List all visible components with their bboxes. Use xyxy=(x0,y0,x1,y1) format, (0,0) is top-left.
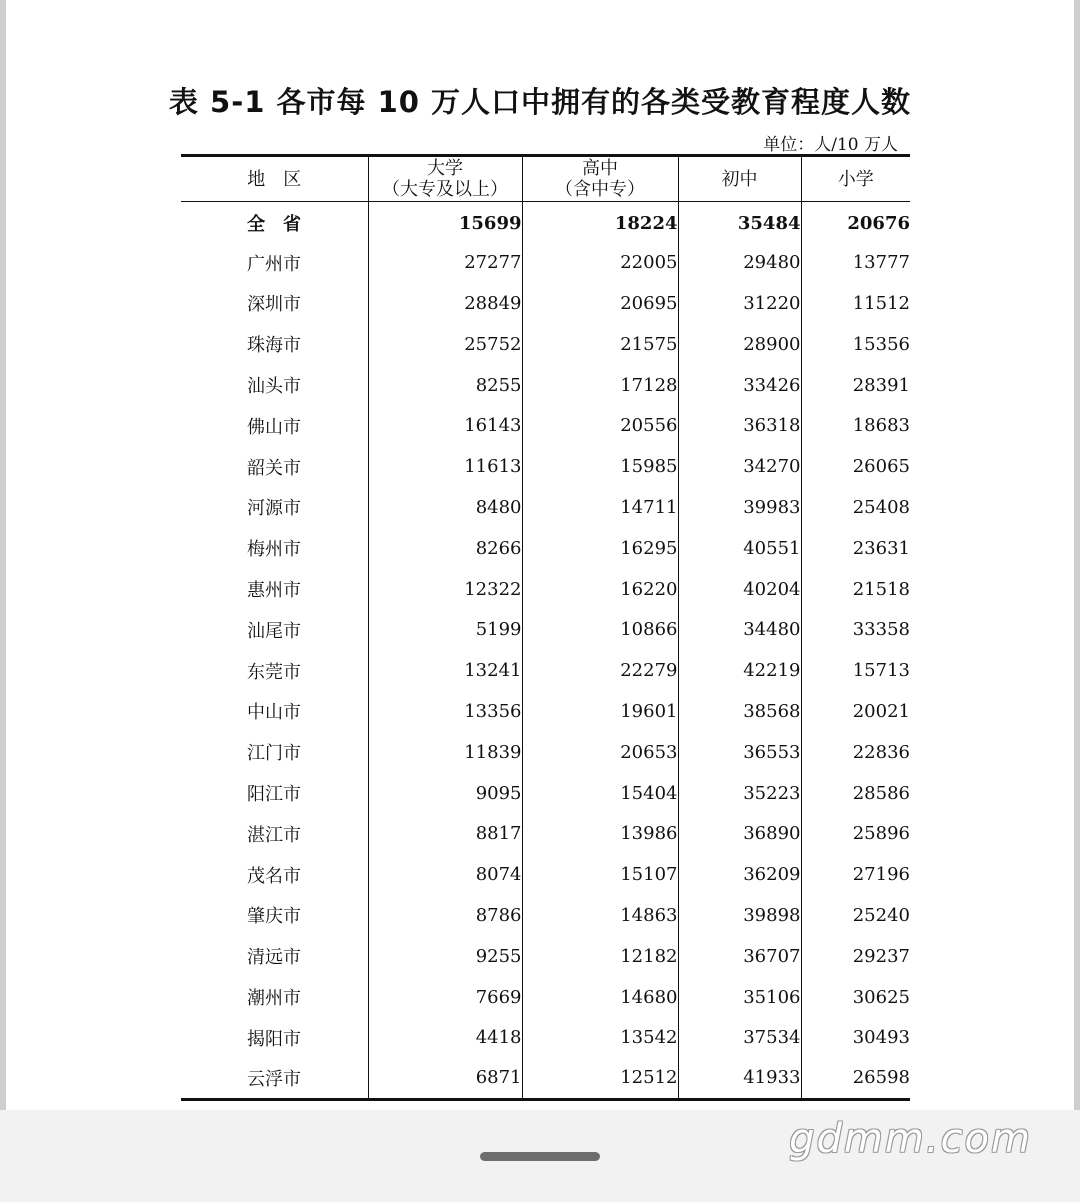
cell-university: 6871 xyxy=(368,1058,522,1099)
cell-junior: 36553 xyxy=(678,732,801,773)
cell-junior: 37534 xyxy=(678,1017,801,1058)
cell-region: 湛江市 xyxy=(247,824,301,846)
cell-university: 13241 xyxy=(368,650,522,691)
cell-highschool: 20653 xyxy=(522,732,678,773)
home-indicator[interactable] xyxy=(480,1152,600,1161)
cell-primary: 21518 xyxy=(801,569,910,610)
cell-region: 江门市 xyxy=(247,743,301,765)
cell-university: 7669 xyxy=(368,977,522,1018)
table-title: 表 5-1 各市每 10 万人口中拥有的各类受教育程度人数 xyxy=(168,85,912,119)
cell-region: 佛山市 xyxy=(247,416,301,438)
cell-university: 12322 xyxy=(368,569,522,610)
cell-primary: 26598 xyxy=(801,1058,910,1099)
cell-university: 8786 xyxy=(368,895,522,936)
cell-highschool: 12512 xyxy=(522,1058,678,1099)
cell-highschool: 10866 xyxy=(522,609,678,650)
table-row xyxy=(181,528,910,569)
cell-primary: 33358 xyxy=(801,609,910,650)
cell-primary: 20676 xyxy=(801,202,910,243)
cell-highschool: 15107 xyxy=(522,854,678,895)
cell-region: 阳江市 xyxy=(247,784,301,806)
cell-highschool: 19601 xyxy=(522,691,678,732)
cell-highschool: 14711 xyxy=(522,487,678,528)
cell-region: 汕尾市 xyxy=(247,620,301,642)
cell-junior: 42219 xyxy=(678,650,801,691)
cell-region: 韶关市 xyxy=(247,457,301,479)
cell-primary: 28391 xyxy=(801,365,910,406)
table-row xyxy=(181,405,910,446)
table-row-total xyxy=(181,202,910,243)
cell-primary: 25240 xyxy=(801,895,910,936)
cell-university: 9095 xyxy=(368,773,522,814)
cell-junior: 34270 xyxy=(678,446,801,487)
cell-region: 揭阳市 xyxy=(247,1028,301,1050)
cell-primary: 15356 xyxy=(801,324,910,365)
cell-primary: 26065 xyxy=(801,446,910,487)
cell-university: 8817 xyxy=(368,813,522,854)
header-university-line2: （大专及以上） xyxy=(382,179,508,200)
cell-region: 中山市 xyxy=(247,702,301,724)
cell-primary: 27196 xyxy=(801,854,910,895)
cell-region: 汕头市 xyxy=(247,376,301,398)
cell-primary: 25408 xyxy=(801,487,910,528)
cell-university: 11839 xyxy=(368,732,522,773)
cell-primary: 30625 xyxy=(801,977,910,1018)
cell-highschool: 21575 xyxy=(522,324,678,365)
table-row xyxy=(181,609,910,650)
table-row xyxy=(181,977,910,1018)
cell-highschool: 16220 xyxy=(522,569,678,610)
cell-highschool: 15985 xyxy=(522,446,678,487)
cell-region: 深圳市 xyxy=(247,294,301,316)
cell-highschool: 18224 xyxy=(522,202,678,243)
cell-junior: 28900 xyxy=(678,324,801,365)
cell-highschool: 13986 xyxy=(522,813,678,854)
table-header-row xyxy=(181,156,910,202)
cell-highschool: 15404 xyxy=(522,773,678,814)
table-row xyxy=(181,283,910,324)
cell-university: 8255 xyxy=(368,365,522,406)
cell-region: 肇庆市 xyxy=(247,906,301,928)
cell-junior: 35223 xyxy=(678,773,801,814)
cell-highschool: 20556 xyxy=(522,405,678,446)
cell-junior: 39983 xyxy=(678,487,801,528)
cell-university: 11613 xyxy=(368,446,522,487)
table-row xyxy=(181,936,910,977)
cell-primary: 23631 xyxy=(801,528,910,569)
cell-primary: 22836 xyxy=(801,732,910,773)
cell-junior: 35484 xyxy=(678,202,801,243)
cell-highschool: 12182 xyxy=(522,936,678,977)
watermark-logo: gdmm.com xyxy=(789,1116,1032,1162)
cell-primary: 13777 xyxy=(801,242,910,283)
header-junior: 初中 xyxy=(678,156,801,202)
cell-university: 15699 xyxy=(368,202,522,243)
cell-highschool: 16295 xyxy=(522,528,678,569)
header-highschool-line1: 高中 xyxy=(582,158,618,179)
cell-junior: 29480 xyxy=(678,242,801,283)
cell-region: 河源市 xyxy=(247,498,301,520)
header-highschool-line2: （含中专） xyxy=(555,179,645,200)
cell-university: 25752 xyxy=(368,324,522,365)
cell-highschool: 14863 xyxy=(522,895,678,936)
cell-highschool: 17128 xyxy=(522,365,678,406)
cell-university: 8480 xyxy=(368,487,522,528)
cell-junior: 33426 xyxy=(678,365,801,406)
cell-junior: 38568 xyxy=(678,691,801,732)
cell-university: 16143 xyxy=(368,405,522,446)
table-row xyxy=(181,813,910,854)
education-table xyxy=(181,154,910,1101)
cell-junior: 40551 xyxy=(678,528,801,569)
table-row xyxy=(181,1058,910,1099)
cell-primary: 25896 xyxy=(801,813,910,854)
cell-junior: 39898 xyxy=(678,895,801,936)
header-university-line1: 大学 xyxy=(427,158,463,179)
cell-junior: 36318 xyxy=(678,405,801,446)
table-row xyxy=(181,895,910,936)
table-row xyxy=(181,773,910,814)
cell-region: 珠海市 xyxy=(247,335,301,357)
table-body xyxy=(181,202,910,1100)
cell-junior: 31220 xyxy=(678,283,801,324)
cell-region: 茂名市 xyxy=(247,865,301,887)
cell-university: 8266 xyxy=(368,528,522,569)
cell-junior: 40204 xyxy=(678,569,801,610)
header-region: 地 区 xyxy=(181,156,368,202)
cell-university: 9255 xyxy=(368,936,522,977)
cell-highschool: 22005 xyxy=(522,242,678,283)
header-highschool xyxy=(522,156,678,202)
cell-primary: 30493 xyxy=(801,1017,910,1058)
cell-primary: 11512 xyxy=(801,283,910,324)
cell-region: 潮州市 xyxy=(247,988,301,1010)
cell-university: 27277 xyxy=(368,242,522,283)
table-row xyxy=(181,650,910,691)
cell-primary: 29237 xyxy=(801,936,910,977)
cell-region: 梅州市 xyxy=(247,539,301,561)
cell-university: 13356 xyxy=(368,691,522,732)
cell-region: 东莞市 xyxy=(247,661,301,683)
cell-university: 28849 xyxy=(368,283,522,324)
cell-region: 全 省 xyxy=(247,214,301,236)
header-university xyxy=(368,156,522,202)
page-edge-left xyxy=(0,0,6,1110)
cell-university: 4418 xyxy=(368,1017,522,1058)
cell-junior: 41933 xyxy=(678,1058,801,1099)
page-edge-right xyxy=(1074,0,1080,1110)
table-row xyxy=(181,324,910,365)
cell-junior: 36209 xyxy=(678,854,801,895)
cell-highschool: 20695 xyxy=(522,283,678,324)
cell-region: 清远市 xyxy=(247,947,301,969)
cell-university: 5199 xyxy=(368,609,522,650)
cell-primary: 15713 xyxy=(801,650,910,691)
cell-region: 云浮市 xyxy=(181,1058,368,1099)
cell-junior: 35106 xyxy=(678,977,801,1018)
table-row xyxy=(181,365,910,406)
table-row xyxy=(181,242,910,283)
table-row xyxy=(181,691,910,732)
header-primary: 小学 xyxy=(801,156,910,202)
unit-label: 单位：人/10 万人 xyxy=(763,135,898,155)
cell-primary: 18683 xyxy=(801,405,910,446)
cell-junior: 36707 xyxy=(678,936,801,977)
cell-region: 广州市 xyxy=(247,253,301,275)
table-row xyxy=(181,732,910,773)
cell-primary: 20021 xyxy=(801,691,910,732)
table-row xyxy=(181,1017,910,1058)
cell-highschool: 14680 xyxy=(522,977,678,1018)
cell-junior: 34480 xyxy=(678,609,801,650)
cell-region: 惠州市 xyxy=(247,580,301,602)
table-row xyxy=(181,854,910,895)
cell-junior: 36890 xyxy=(678,813,801,854)
table-row xyxy=(181,487,910,528)
table-row xyxy=(181,446,910,487)
cell-university: 8074 xyxy=(368,854,522,895)
cell-highschool: 22279 xyxy=(522,650,678,691)
table-row xyxy=(181,569,910,610)
cell-highschool: 13542 xyxy=(522,1017,678,1058)
cell-primary: 28586 xyxy=(801,773,910,814)
